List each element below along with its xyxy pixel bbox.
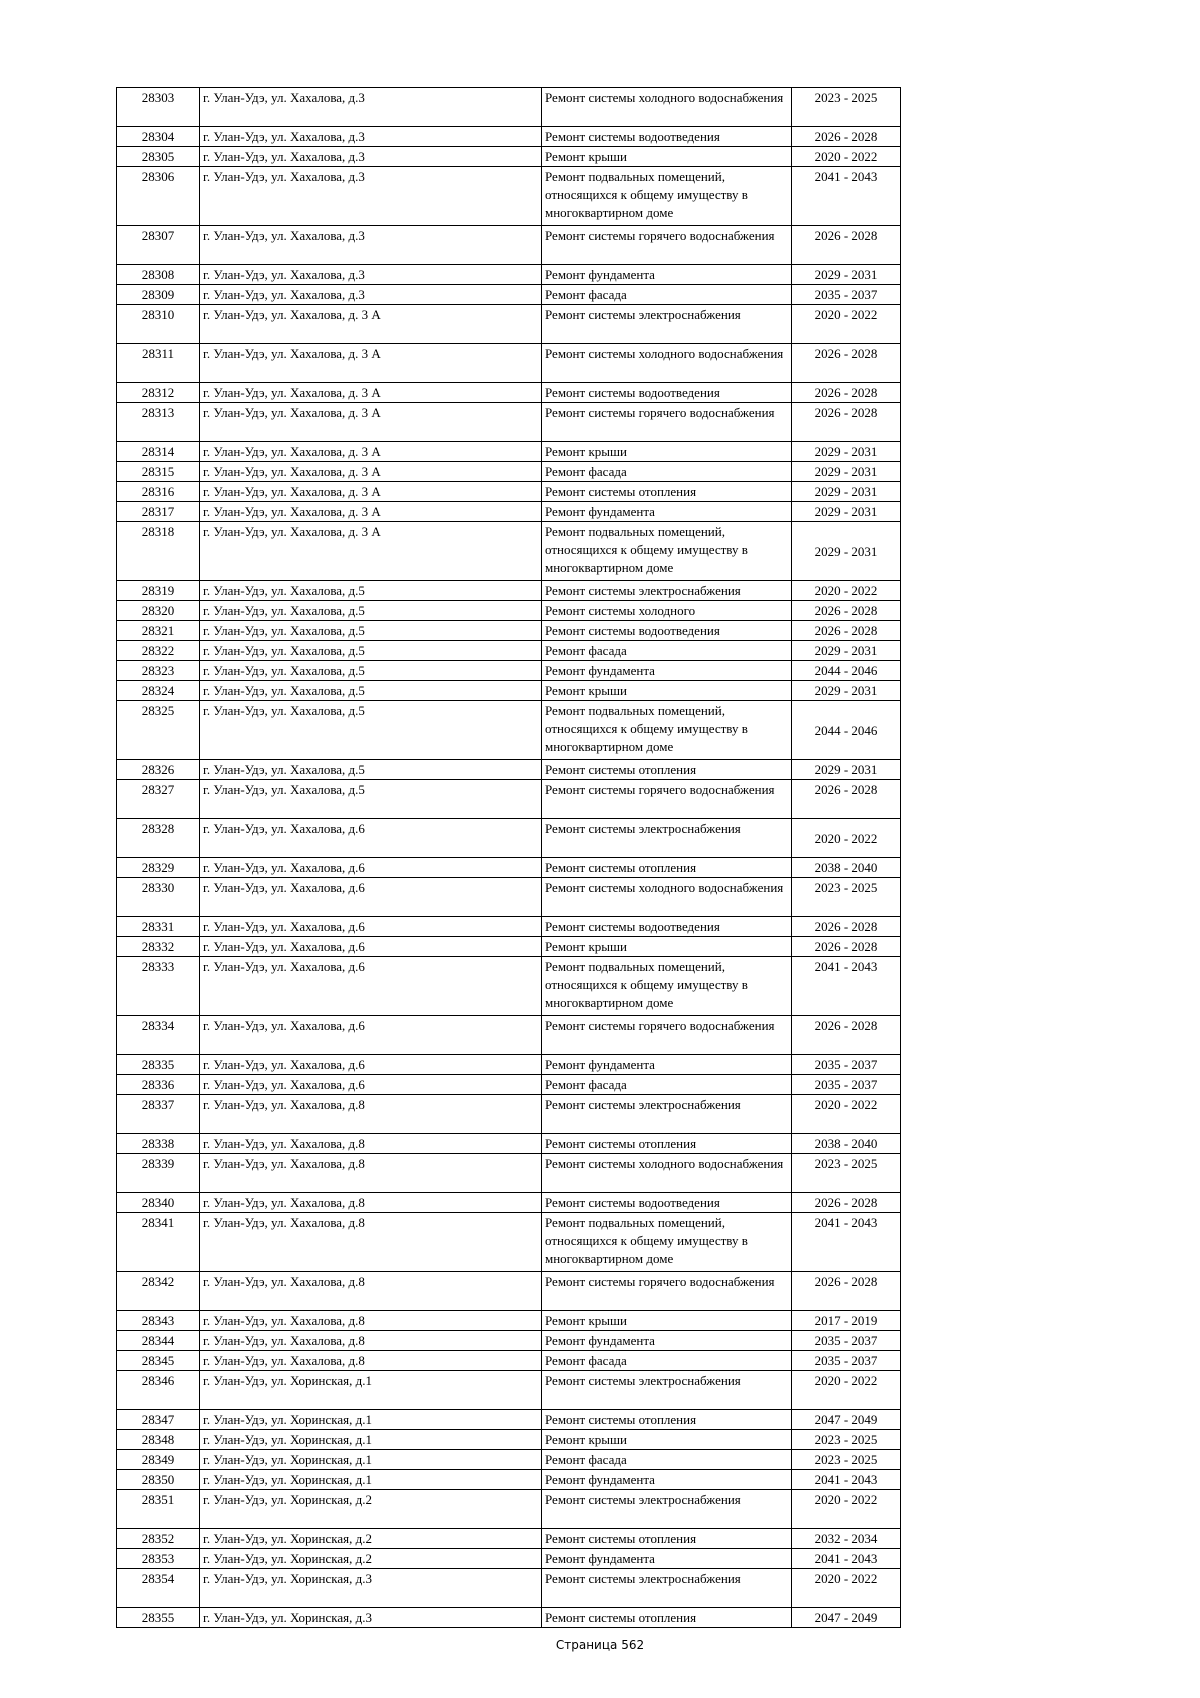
table-row [117,383,901,403]
work-type-cell: Ремонт системы отопления [542,1410,792,1430]
address-cell: г. Улан-Удэ, ул. Хахалова, д. 3 А [200,462,542,482]
address-cell: г. Улан-Удэ, ул. Хахалова, д.8 [200,1311,542,1331]
table-row [117,1549,901,1569]
work-type-cell: Ремонт подвальных помещений, относящихся к общему имуществу в многоквартирном доме [542,167,792,226]
address-cell: г. Улан-Удэ, ул. Хахалова, д. 3 А [200,305,542,344]
row-number: 28343 [117,1311,200,1331]
period-cell: 2029 - 2031 [792,502,901,522]
work-type-cell: Ремонт системы горячего водоснабжения [542,403,792,442]
row-number: 28308 [117,265,200,285]
address-cell: г. Улан-Удэ, ул. Хахалова, д.3 [200,265,542,285]
period-cell: 2026 - 2028 [792,127,901,147]
period-cell: 2023 - 2025 [792,878,901,917]
table-row [117,957,901,1016]
row-number: 28348 [117,1430,200,1450]
period-cell: 2026 - 2028 [792,1016,901,1055]
table-row [117,1608,901,1628]
address-cell: г. Улан-Удэ, ул. Хахалова, д.8 [200,1331,542,1351]
address-cell: г. Улан-Удэ, ул. Хахалова, д.8 [200,1134,542,1154]
period-cell: 2020 - 2022 [792,1569,901,1608]
work-type-cell: Ремонт системы отопления [542,858,792,878]
row-number: 28339 [117,1154,200,1193]
address-cell: г. Улан-Удэ, ул. Хахалова, д.6 [200,917,542,937]
address-cell: г. Улан-Удэ, ул. Хахалова, д.3 [200,226,542,265]
period-cell: 2041 - 2043 [792,1549,901,1569]
row-number: 28306 [117,167,200,226]
page-number: Страница 562 [555,1638,645,1652]
address-cell: г. Улан-Удэ, ул. Хахалова, д.8 [200,1193,542,1213]
work-type-cell: Ремонт системы электроснабжения [542,1490,792,1529]
table-row [117,1430,901,1450]
table-row [117,305,901,344]
address-cell: г. Улан-Удэ, ул. Хоринская, д.1 [200,1470,542,1490]
address-cell: г. Улан-Удэ, ул. Хахалова, д.8 [200,1095,542,1134]
row-number: 28333 [117,957,200,1016]
table-row [117,1055,901,1075]
row-number: 28313 [117,403,200,442]
table-row [117,1075,901,1095]
row-number: 28346 [117,1371,200,1410]
row-number: 28334 [117,1016,200,1055]
work-type-cell: Ремонт фасада [542,462,792,482]
period-cell: 2035 - 2037 [792,1055,901,1075]
period-cell: 2029 - 2031 [792,681,901,701]
row-number: 28354 [117,1569,200,1608]
work-type-cell: Ремонт системы холодного водоснабжения [542,878,792,917]
period-cell: 2029 - 2031 [792,760,901,780]
table-row [117,858,901,878]
work-type-cell: Ремонт подвальных помещений, относящихся к общему имуществу в многоквартирном доме [542,701,792,760]
period-cell: 2026 - 2028 [792,1193,901,1213]
work-type-cell: Ремонт фундамента [542,661,792,681]
address-cell: г. Улан-Удэ, ул. Хоринская, д.3 [200,1569,542,1608]
row-number: 28312 [117,383,200,403]
address-cell: г. Улан-Удэ, ул. Хахалова, д.6 [200,1075,542,1095]
period-cell: 2026 - 2028 [792,601,901,621]
row-number: 28353 [117,1549,200,1569]
row-number: 28303 [117,88,200,127]
period-cell: 2020 - 2022 [792,1095,901,1134]
period-cell: 2041 - 2043 [792,957,901,1016]
address-cell: г. Улан-Удэ, ул. Хахалова, д.6 [200,819,542,858]
row-number: 28315 [117,462,200,482]
row-number: 28330 [117,878,200,917]
address-cell: г. Улан-Удэ, ул. Хахалова, д.6 [200,1055,542,1075]
work-type-cell: Ремонт крыши [542,442,792,462]
row-number: 28347 [117,1410,200,1430]
row-number: 28336 [117,1075,200,1095]
table-row [117,462,901,482]
period-cell: 2026 - 2028 [792,1272,901,1311]
work-type-cell: Ремонт крыши [542,681,792,701]
table-row [117,482,901,502]
work-type-cell: Ремонт фасада [542,1450,792,1470]
address-cell: г. Улан-Удэ, ул. Хахалова, д. 3 А [200,403,542,442]
address-cell: г. Улан-Удэ, ул. Хахалова, д.3 [200,285,542,305]
table-row [117,1410,901,1430]
address-cell: г. Улан-Удэ, ул. Хахалова, д.6 [200,878,542,917]
work-type-cell: Ремонт системы отопления [542,760,792,780]
table-row [117,701,901,760]
period-cell: 2029 - 2031 [792,482,901,502]
table-row [117,1016,901,1055]
table-row [117,1529,901,1549]
row-number: 28328 [117,819,200,858]
address-cell: г. Улан-Удэ, ул. Хоринская, д.2 [200,1490,542,1529]
period-cell: 2047 - 2049 [792,1608,901,1628]
period-cell: 2035 - 2037 [792,1351,901,1371]
table-row [117,344,901,383]
table-row [117,1311,901,1331]
work-type-cell: Ремонт подвальных помещений, относящихся к общему имуществу в многоквартирном доме [542,1213,792,1272]
period-cell: 2026 - 2028 [792,917,901,937]
period-cell: 2029 - 2031 [792,442,901,462]
address-cell: г. Улан-Удэ, ул. Хахалова, д.5 [200,641,542,661]
period-cell: 2026 - 2028 [792,383,901,403]
address-cell: г. Улан-Удэ, ул. Хоринская, д.1 [200,1371,542,1410]
work-type-cell: Ремонт системы горячего водоснабжения [542,1016,792,1055]
row-number: 28317 [117,502,200,522]
row-number: 28352 [117,1529,200,1549]
table-body [117,88,901,1628]
period-cell: 2032 - 2034 [792,1529,901,1549]
table-row [117,502,901,522]
period-cell: 2017 - 2019 [792,1311,901,1331]
period-cell: 2044 - 2046 [792,661,901,681]
row-number: 28332 [117,937,200,957]
work-type-cell: Ремонт подвальных помещений, относящихся к общему имуществу в многоквартирном доме [542,522,792,581]
work-type-cell: Ремонт системы холодного водоснабжения [542,1154,792,1193]
period-cell: 2038 - 2040 [792,858,901,878]
row-number: 28322 [117,641,200,661]
table-row [117,917,901,937]
period-cell: 2023 - 2025 [792,1154,901,1193]
address-cell: г. Улан-Удэ, ул. Хахалова, д.5 [200,621,542,641]
address-cell: г. Улан-Удэ, ул. Хахалова, д.3 [200,167,542,226]
row-number: 28325 [117,701,200,760]
table-row [117,265,901,285]
row-number: 28338 [117,1134,200,1154]
work-type-cell: Ремонт системы отопления [542,1134,792,1154]
row-number: 28304 [117,127,200,147]
address-cell: г. Улан-Удэ, ул. Хахалова, д.5 [200,601,542,621]
period-cell: 2029 - 2031 [792,265,901,285]
table-row [117,1095,901,1134]
period-cell: 2044 - 2046 [792,701,901,760]
row-number: 28310 [117,305,200,344]
row-number: 28305 [117,147,200,167]
work-type-cell: Ремонт системы холодного водоснабжения [542,344,792,383]
work-type-cell: Ремонт фасада [542,1351,792,1371]
table-row [117,601,901,621]
row-number: 28311 [117,344,200,383]
address-cell: г. Улан-Удэ, ул. Хахалова, д.5 [200,780,542,819]
row-number: 28355 [117,1608,200,1628]
address-cell: г. Улан-Удэ, ул. Хахалова, д.5 [200,681,542,701]
period-cell: 2026 - 2028 [792,621,901,641]
period-cell: 2020 - 2022 [792,819,901,858]
work-type-cell: Ремонт системы водоотведения [542,383,792,403]
table-row [117,442,901,462]
table-row [117,1134,901,1154]
address-cell: г. Улан-Удэ, ул. Хахалова, д.6 [200,858,542,878]
period-cell: 2020 - 2022 [792,305,901,344]
work-type-cell: Ремонт системы водоотведения [542,917,792,937]
table-row [117,1193,901,1213]
row-number: 28337 [117,1095,200,1134]
work-type-cell: Ремонт системы холодного [542,601,792,621]
address-cell: г. Улан-Удэ, ул. Хоринская, д.1 [200,1410,542,1430]
table-row [117,1213,901,1272]
table-row [117,403,901,442]
row-number: 28345 [117,1351,200,1371]
table-row [117,1470,901,1490]
work-type-cell: Ремонт фундамента [542,502,792,522]
table-row [117,226,901,265]
period-cell: 2029 - 2031 [792,522,901,581]
work-type-cell: Ремонт системы электроснабжения [542,581,792,601]
address-cell: г. Улан-Удэ, ул. Хахалова, д.3 [200,147,542,167]
address-cell: г. Улан-Удэ, ул. Хоринская, д.2 [200,1529,542,1549]
table-row [117,1154,901,1193]
work-type-cell: Ремонт системы водоотведения [542,621,792,641]
row-number: 28342 [117,1272,200,1311]
row-number: 28324 [117,681,200,701]
table-row [117,1351,901,1371]
period-cell: 2041 - 2043 [792,1213,901,1272]
address-cell: г. Улан-Удэ, ул. Хахалова, д.5 [200,661,542,681]
address-cell: г. Улан-Удэ, ул. Хахалова, д.3 [200,127,542,147]
row-number: 28320 [117,601,200,621]
work-type-cell: Ремонт крыши [542,937,792,957]
repair-schedule-table [116,87,901,1628]
table-row [117,1569,901,1608]
period-cell: 2026 - 2028 [792,780,901,819]
work-type-cell: Ремонт системы горячего водоснабжения [542,226,792,265]
row-number: 28327 [117,780,200,819]
address-cell: г. Улан-Удэ, ул. Хахалова, д. 3 А [200,502,542,522]
work-type-cell: Ремонт системы отопления [542,1608,792,1628]
table-row [117,621,901,641]
address-cell: г. Улан-Удэ, ул. Хахалова, д.5 [200,760,542,780]
period-cell: 2023 - 2025 [792,1450,901,1470]
address-cell: г. Улан-Удэ, ул. Хахалова, д.5 [200,701,542,760]
address-cell: г. Улан-Удэ, ул. Хахалова, д. 3 А [200,383,542,403]
period-cell: 2026 - 2028 [792,403,901,442]
work-type-cell: Ремонт фасада [542,1075,792,1095]
row-number: 28309 [117,285,200,305]
work-type-cell: Ремонт подвальных помещений, относящихся к общему имуществу в многоквартирном доме [542,957,792,1016]
row-number: 28321 [117,621,200,641]
period-cell: 2023 - 2025 [792,1430,901,1450]
row-number: 28335 [117,1055,200,1075]
row-number: 28341 [117,1213,200,1272]
row-number: 28340 [117,1193,200,1213]
address-cell: г. Улан-Удэ, ул. Хахалова, д. 3 А [200,344,542,383]
address-cell: г. Улан-Удэ, ул. Хахалова, д.3 [200,88,542,127]
period-cell: 2035 - 2037 [792,285,901,305]
period-cell: 2020 - 2022 [792,581,901,601]
table-row [117,581,901,601]
work-type-cell: Ремонт фундамента [542,265,792,285]
work-type-cell: Ремонт системы электроснабжения [542,1371,792,1410]
address-cell: г. Улан-Удэ, ул. Хахалова, д.6 [200,957,542,1016]
work-type-cell: Ремонт системы горячего водоснабжения [542,780,792,819]
period-cell: 2020 - 2022 [792,1371,901,1410]
table-row [117,819,901,858]
period-cell: 2047 - 2049 [792,1410,901,1430]
table-row [117,127,901,147]
row-number: 28351 [117,1490,200,1529]
address-cell: г. Улан-Удэ, ул. Хоринская, д.3 [200,1608,542,1628]
row-number: 28329 [117,858,200,878]
work-type-cell: Ремонт фасада [542,641,792,661]
table-row [117,937,901,957]
work-type-cell: Ремонт системы электроснабжения [542,819,792,858]
period-cell: 2029 - 2031 [792,641,901,661]
work-type-cell: Ремонт крыши [542,1311,792,1331]
work-type-cell: Ремонт системы электроснабжения [542,1569,792,1608]
work-type-cell: Ремонт фасада [542,285,792,305]
table-row [117,878,901,917]
address-cell: г. Улан-Удэ, ул. Хахалова, д. 3 А [200,482,542,502]
address-cell: г. Улан-Удэ, ул. Хахалова, д.8 [200,1154,542,1193]
row-number: 28326 [117,760,200,780]
work-type-cell: Ремонт фундамента [542,1470,792,1490]
table-row [117,661,901,681]
table-row [117,681,901,701]
period-cell: 2026 - 2028 [792,344,901,383]
work-type-cell: Ремонт системы горячего водоснабжения [542,1272,792,1311]
period-cell: 2026 - 2028 [792,937,901,957]
address-cell: г. Улан-Удэ, ул. Хахалова, д.6 [200,1016,542,1055]
row-number: 28307 [117,226,200,265]
row-number: 28344 [117,1331,200,1351]
period-cell: 2041 - 2043 [792,167,901,226]
period-cell: 2041 - 2043 [792,1470,901,1490]
address-cell: г. Улан-Удэ, ул. Хахалова, д.6 [200,937,542,957]
table-row [117,147,901,167]
table-row [117,167,901,226]
table-row [117,641,901,661]
table-row [117,285,901,305]
table-row [117,522,901,581]
table-row [117,780,901,819]
row-number: 28331 [117,917,200,937]
address-cell: г. Улан-Удэ, ул. Хоринская, д.1 [200,1430,542,1450]
address-cell: г. Улан-Удэ, ул. Хоринская, д.2 [200,1549,542,1569]
table-row [117,88,901,127]
work-type-cell: Ремонт системы отопления [542,1529,792,1549]
period-cell: 2038 - 2040 [792,1134,901,1154]
table-row [117,1272,901,1311]
address-cell: г. Улан-Удэ, ул. Хоринская, д.1 [200,1450,542,1470]
work-type-cell: Ремонт фундамента [542,1549,792,1569]
period-cell: 2029 - 2031 [792,462,901,482]
address-cell: г. Улан-Удэ, ул. Хахалова, д.8 [200,1213,542,1272]
work-type-cell: Ремонт системы водоотведения [542,1193,792,1213]
work-type-cell: Ремонт крыши [542,147,792,167]
period-cell: 2035 - 2037 [792,1331,901,1351]
address-cell: г. Улан-Удэ, ул. Хахалова, д.8 [200,1272,542,1311]
address-cell: г. Улан-Удэ, ул. Хахалова, д. 3 А [200,522,542,581]
table-row [117,1371,901,1410]
work-type-cell: Ремонт системы электроснабжения [542,305,792,344]
work-type-cell: Ремонт фундамента [542,1331,792,1351]
row-number: 28319 [117,581,200,601]
row-number: 28323 [117,661,200,681]
work-type-cell: Ремонт системы холодного водоснабжения [542,88,792,127]
address-cell: г. Улан-Удэ, ул. Хахалова, д.5 [200,581,542,601]
period-cell: 2023 - 2025 [792,88,901,127]
row-number: 28349 [117,1450,200,1470]
table-row [117,760,901,780]
period-cell: 2026 - 2028 [792,226,901,265]
work-type-cell: Ремонт системы отопления [542,482,792,502]
work-type-cell: Ремонт системы водоотведения [542,127,792,147]
work-type-cell: Ремонт крыши [542,1430,792,1450]
table-row [117,1331,901,1351]
address-cell: г. Улан-Удэ, ул. Хахалова, д. 3 А [200,442,542,462]
row-number: 28350 [117,1470,200,1490]
work-type-cell: Ремонт системы электроснабжения [542,1095,792,1134]
work-type-cell: Ремонт фундамента [542,1055,792,1075]
period-cell: 2035 - 2037 [792,1075,901,1095]
period-cell: 2020 - 2022 [792,147,901,167]
row-number: 28318 [117,522,200,581]
period-cell: 2020 - 2022 [792,1490,901,1529]
table-row [117,1450,901,1470]
row-number: 28316 [117,482,200,502]
address-cell: г. Улан-Удэ, ул. Хахалова, д.8 [200,1351,542,1371]
row-number: 28314 [117,442,200,462]
table-row [117,1490,901,1529]
